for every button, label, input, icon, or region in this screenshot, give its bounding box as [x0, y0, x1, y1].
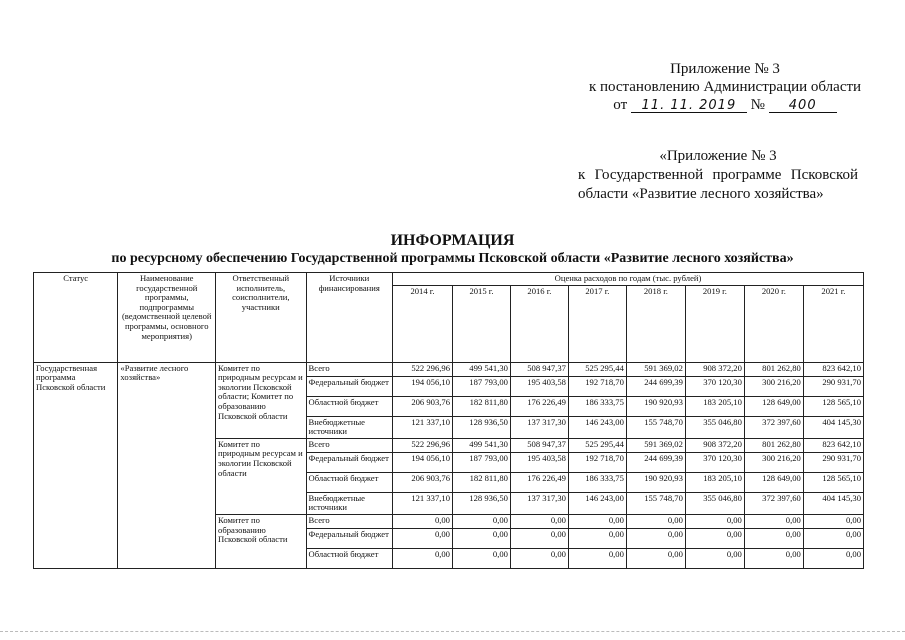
value-cell: 183 205,10 — [685, 472, 744, 492]
value-cell: 146 243,00 — [568, 492, 626, 514]
value-cell: 499 541,30 — [452, 362, 510, 376]
executor-cell: Комитет по образованию Псковской области — [216, 514, 307, 568]
value-cell: 801 262,80 — [744, 438, 803, 452]
value-cell: 155 748,70 — [626, 492, 685, 514]
value-cell: 522 296,96 — [392, 438, 452, 452]
value-cell: 801 262,80 — [744, 362, 803, 376]
value-cell: 908 372,20 — [685, 438, 744, 452]
header-status: Статус — [34, 273, 118, 363]
value-cell: 0,00 — [626, 548, 685, 568]
value-cell: 128 649,00 — [744, 472, 803, 492]
header-year: 2014 г. — [392, 285, 452, 362]
value-cell: 0,00 — [510, 528, 568, 548]
value-cell: 121 337,10 — [392, 492, 452, 514]
value-cell: 300 216,20 — [744, 452, 803, 472]
header-sources: Источники финансирования — [306, 273, 392, 363]
value-cell: 0,00 — [803, 514, 863, 528]
program-appendix-ref2: области «Развитие лесного хозяйства» — [578, 186, 824, 202]
header-year: 2019 г. — [685, 285, 744, 362]
value-cell: 0,00 — [510, 548, 568, 568]
appendix-header — [580, 60, 870, 114]
handwritten-date: 11. 11. 2019 — [631, 99, 747, 113]
from-label: от — [613, 97, 628, 113]
number-label: № — [750, 97, 765, 113]
value-cell: 0,00 — [803, 528, 863, 548]
value-cell: 0,00 — [685, 528, 744, 548]
value-cell: 355 046,80 — [685, 416, 744, 438]
value-cell: 244 699,39 — [626, 452, 685, 472]
value-cell: 0,00 — [392, 548, 452, 568]
value-cell: 146 243,00 — [568, 416, 626, 438]
value-cell: 206 903,76 — [392, 472, 452, 492]
source-cell: Федеральный бюджет — [306, 452, 392, 472]
value-cell: 0,00 — [803, 548, 863, 568]
title-main: ИНФОРМАЦИЯ — [390, 232, 515, 249]
value-cell: 355 046,80 — [685, 492, 744, 514]
document-title — [0, 232, 905, 267]
value-cell: 121 337,10 — [392, 416, 452, 438]
value-cell: 195 403,58 — [510, 376, 568, 396]
value-cell: 0,00 — [744, 548, 803, 568]
program-appendix-title: «Приложение № 3 — [659, 148, 777, 164]
value-cell: 0,00 — [568, 528, 626, 548]
table-row — [34, 362, 864, 376]
source-cell: Областной бюджет — [306, 472, 392, 492]
value-cell: 192 718,70 — [568, 376, 626, 396]
value-cell: 128 936,50 — [452, 492, 510, 514]
header-estimate: Оценка расходов по годам (тыс. рублей) — [392, 273, 863, 286]
value-cell: 206 903,76 — [392, 396, 452, 416]
value-cell: 290 931,70 — [803, 452, 863, 472]
executor-cell: Комитет по природным ресурсам и экологии Псковской области; Комитет по образованию Псковской области — [216, 362, 307, 438]
value-cell: 290 931,70 — [803, 376, 863, 396]
value-cell: 194 056,10 — [392, 452, 452, 472]
value-cell: 522 296,96 — [392, 362, 452, 376]
executor-cell: Комитет по природным ресурсам и экологии Псковской области — [216, 438, 307, 514]
status-cell: Государственная программа Псковской области — [34, 362, 118, 568]
value-cell: 190 920,93 — [626, 396, 685, 416]
value-cell: 0,00 — [568, 548, 626, 568]
value-cell: 190 920,93 — [626, 472, 685, 492]
value-cell: 404 145,30 — [803, 416, 863, 438]
value-cell: 370 120,30 — [685, 452, 744, 472]
value-cell: 186 333,75 — [568, 396, 626, 416]
value-cell: 591 369,02 — [626, 438, 685, 452]
resource-table — [33, 272, 864, 569]
value-cell: 300 216,20 — [744, 376, 803, 396]
value-cell: 0,00 — [744, 514, 803, 528]
appendix-date-line — [580, 96, 870, 114]
value-cell: 183 205,10 — [685, 396, 744, 416]
value-cell: 186 333,75 — [568, 472, 626, 492]
value-cell: 128 565,10 — [803, 396, 863, 416]
source-cell: Всего — [306, 438, 392, 452]
value-cell: 187 793,00 — [452, 376, 510, 396]
value-cell: 0,00 — [452, 548, 510, 568]
header-year: 2020 г. — [744, 285, 803, 362]
program-appendix-ref1: к Государственной программе Псковской — [578, 167, 858, 183]
value-cell: 370 120,30 — [685, 376, 744, 396]
source-cell: Федеральный бюджет — [306, 376, 392, 396]
value-cell: 823 642,10 — [803, 362, 863, 376]
value-cell: 0,00 — [568, 514, 626, 528]
value-cell: 194 056,10 — [392, 376, 452, 396]
value-cell: 192 718,70 — [568, 452, 626, 472]
value-cell: 0,00 — [685, 548, 744, 568]
value-cell: 0,00 — [685, 514, 744, 528]
value-cell: 0,00 — [392, 528, 452, 548]
value-cell: 372 397,60 — [744, 492, 803, 514]
value-cell: 823 642,10 — [803, 438, 863, 452]
value-cell: 508 947,37 — [510, 362, 568, 376]
source-cell: Областной бюджет — [306, 548, 392, 568]
value-cell: 404 145,30 — [803, 492, 863, 514]
program-appendix-note — [578, 147, 858, 204]
header-year: 2018 г. — [626, 285, 685, 362]
value-cell: 372 397,60 — [744, 416, 803, 438]
program-name-cell: «Развитие лесного хозяйства» — [118, 362, 216, 568]
source-cell: Всего — [306, 514, 392, 528]
value-cell: 908 372,20 — [685, 362, 744, 376]
value-cell: 508 947,37 — [510, 438, 568, 452]
value-cell: 137 317,30 — [510, 492, 568, 514]
value-cell: 182 811,80 — [452, 396, 510, 416]
value-cell: 187 793,00 — [452, 452, 510, 472]
value-cell: 591 369,02 — [626, 362, 685, 376]
source-cell: Внебюджетные источники — [306, 492, 392, 514]
value-cell: 0,00 — [744, 528, 803, 548]
value-cell: 182 811,80 — [452, 472, 510, 492]
source-cell: Областной бюджет — [306, 396, 392, 416]
header-year: 2016 г. — [510, 285, 568, 362]
value-cell: 0,00 — [626, 514, 685, 528]
value-cell: 0,00 — [452, 514, 510, 528]
header-name: Наименование государственной программы, подпрограммы (ведомственной целевой программы, основного мероприятия) — [118, 273, 216, 363]
value-cell: 176 226,49 — [510, 396, 568, 416]
source-cell: Всего — [306, 362, 392, 376]
source-cell: Внебюджетные источники — [306, 416, 392, 438]
value-cell: 195 403,58 — [510, 452, 568, 472]
value-cell: 137 317,30 — [510, 416, 568, 438]
appendix-title: Приложение № 3 — [670, 61, 780, 77]
source-cell: Федеральный бюджет — [306, 528, 392, 548]
value-cell: 155 748,70 — [626, 416, 685, 438]
value-cell: 0,00 — [626, 528, 685, 548]
value-cell: 128 565,10 — [803, 472, 863, 492]
table-body — [34, 362, 864, 568]
header-year: 2015 г. — [452, 285, 510, 362]
value-cell: 0,00 — [392, 514, 452, 528]
value-cell: 128 649,00 — [744, 396, 803, 416]
header-year: 2017 г. — [568, 285, 626, 362]
value-cell: 525 295,44 — [568, 362, 626, 376]
value-cell: 0,00 — [510, 514, 568, 528]
title-subtitle: по ресурсному обеспечению Государственной программы Псковской области «Развитие лесного хозяйства» — [111, 251, 794, 266]
value-cell: 499 541,30 — [452, 438, 510, 452]
header-executor: Ответственный исполнитель, соисполнители, участники — [216, 273, 307, 363]
value-cell: 0,00 — [452, 528, 510, 548]
value-cell: 525 295,44 — [568, 438, 626, 452]
value-cell: 244 699,39 — [626, 376, 685, 396]
value-cell: 128 936,50 — [452, 416, 510, 438]
handwritten-number: 400 — [769, 99, 837, 113]
value-cell: 176 226,49 — [510, 472, 568, 492]
header-year: 2021 г. — [803, 285, 863, 362]
appendix-reference: к постановлению Администрации области — [588, 79, 862, 95]
page-fold-line — [0, 631, 905, 632]
